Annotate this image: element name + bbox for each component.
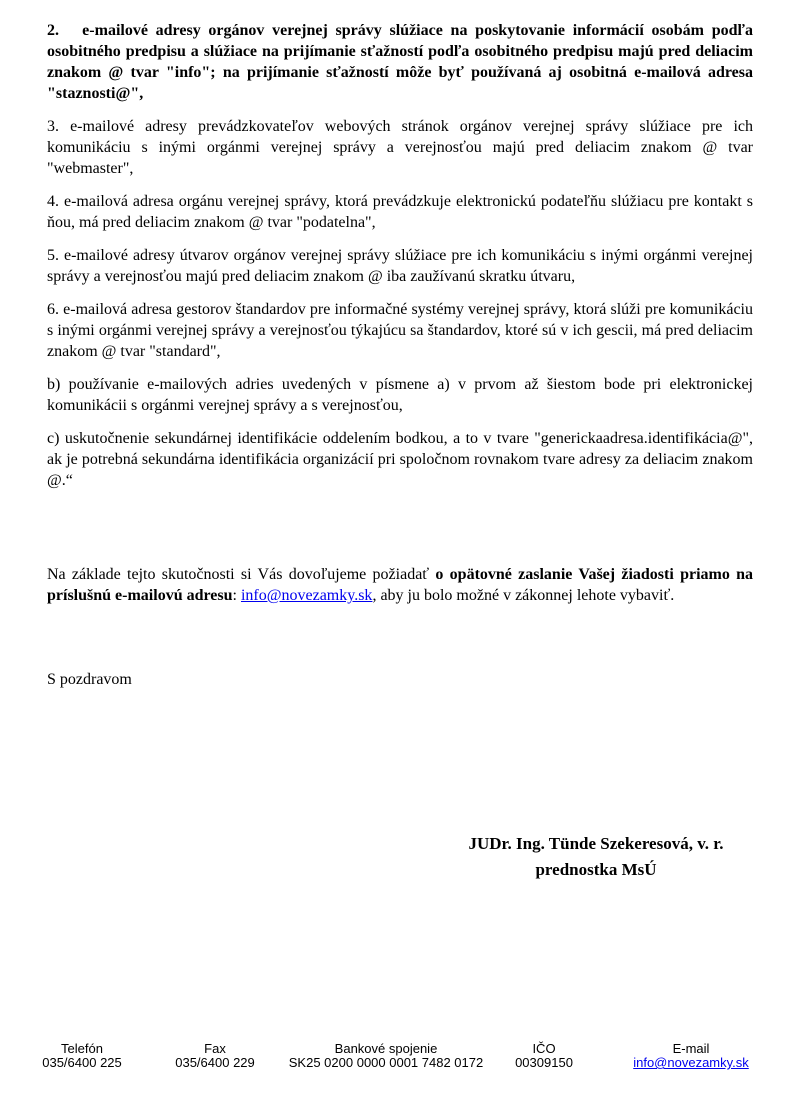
footer-ico-value: 00309150 — [515, 1055, 573, 1070]
closing-salutation: S pozdravom — [47, 671, 132, 688]
request-text-after: , aby ju bolo možné v zákonnej lehote vybaviť. — [372, 587, 675, 604]
request-paragraph — [47, 564, 753, 606]
paragraph-point-5: 5. e-mailové adresy útvarov orgánov verejnej správy slúžiace pre ich komunikáciu s inými orgánmi verejnej správy a verejnosťou majú pred deliacim znakom @ iba zaužívanú skratku útvaru, — [47, 247, 753, 285]
page-footer — [0, 1042, 800, 1082]
paragraph-point-3: 3. e-mailové adresy prevádzkovateľov webových stránok orgánov verejnej správy slúžiace pre ich komunikáciu s inými orgánmi verejnej správy a verejnosťou majú pred deliacim znakom @ tvar "webmaster", — [47, 118, 753, 177]
paragraph-point-b: b) používanie e-mailových adries uvedených v písmene a) v prvom až šiestom bode pri elektronickej komunikácii s orgánmi verejnej správy a s verejnosťou, — [47, 376, 753, 414]
signature-block — [380, 831, 800, 883]
request-separator: : — [232, 587, 241, 604]
paragraph-point-4: 4. e-mailová adresa orgánu verejnej správy, ktorá prevádzkuje elektronickú podateľňu slúžiacu pre kontakt s ňou, má pred deliacim znakom @ tvar "podatelna", — [47, 193, 753, 231]
footer-bank-label: Bankové spojenie — [334, 1041, 438, 1056]
signature-title: prednostka MsÚ — [535, 860, 657, 879]
footer-phone-label: Telefón — [61, 1041, 103, 1056]
footer-fax — [175, 1042, 255, 1070]
footer-phone — [42, 1042, 122, 1070]
footer-email-label: E-mail — [672, 1041, 710, 1056]
paragraph-point-2: 2. e-mailové adresy orgánov verejnej správy slúžiace na poskytovanie informácií osobám podľa osobitného predpisu a slúžiace na prijímanie sťažností podľa osobitného predpisu majú pred deliacim znakom @ tvar "info"; na prijímanie sťažností môže byť používaná aj osobitná e-mailová adresa "staznosti@", — [47, 22, 753, 102]
request-bold-text: o opätovné zaslanie Vašej žiadosti priamo na príslušnú e-mailovú adresu — [47, 566, 754, 604]
paragraph-point-6: 6. e-mailová adresa gestorov štandardov pre informačné systémy verejnej správy, ktorá slúži pre komunikáciu s inými orgánmi verejnej správy a verejnosťou týkajúcu sa štandardov, ktoré sú v ich gescii, má pred deliacim znakom @ tvar "standard", — [47, 301, 753, 360]
footer-bank-value: SK25 0200 0000 0001 7482 0172 — [288, 1055, 484, 1070]
paragraph-point-c: c) uskutočnenie sekundárnej identifikácie oddelením bodkou, a to v tvare "generickaadresa.identifikácia@", ak je potrebná sekundárna identifikácia organizácií pri spoločnom rovnakom tvare adresy za deliacim znakom @.“ — [47, 430, 753, 489]
footer-email-link[interactable]: info@novezamky.sk — [633, 1055, 749, 1070]
footer-fax-label: Fax — [204, 1041, 226, 1056]
request-text-before: Na základe tejto skutočnosti si Vás dovoľujeme požiadať — [47, 566, 436, 583]
signature-name: JUDr. Ing. Tünde Szekeresová, v. r. — [468, 834, 724, 853]
footer-fax-value: 035/6400 229 — [175, 1055, 255, 1070]
letter-body — [47, 20, 753, 706]
footer-ico — [515, 1042, 573, 1070]
body-email-link[interactable]: info@novezamky.sk — [240, 587, 373, 604]
footer-email — [633, 1042, 749, 1070]
footer-ico-label: IČO — [532, 1041, 556, 1056]
footer-phone-value: 035/6400 225 — [42, 1055, 122, 1070]
footer-bank — [289, 1042, 483, 1070]
